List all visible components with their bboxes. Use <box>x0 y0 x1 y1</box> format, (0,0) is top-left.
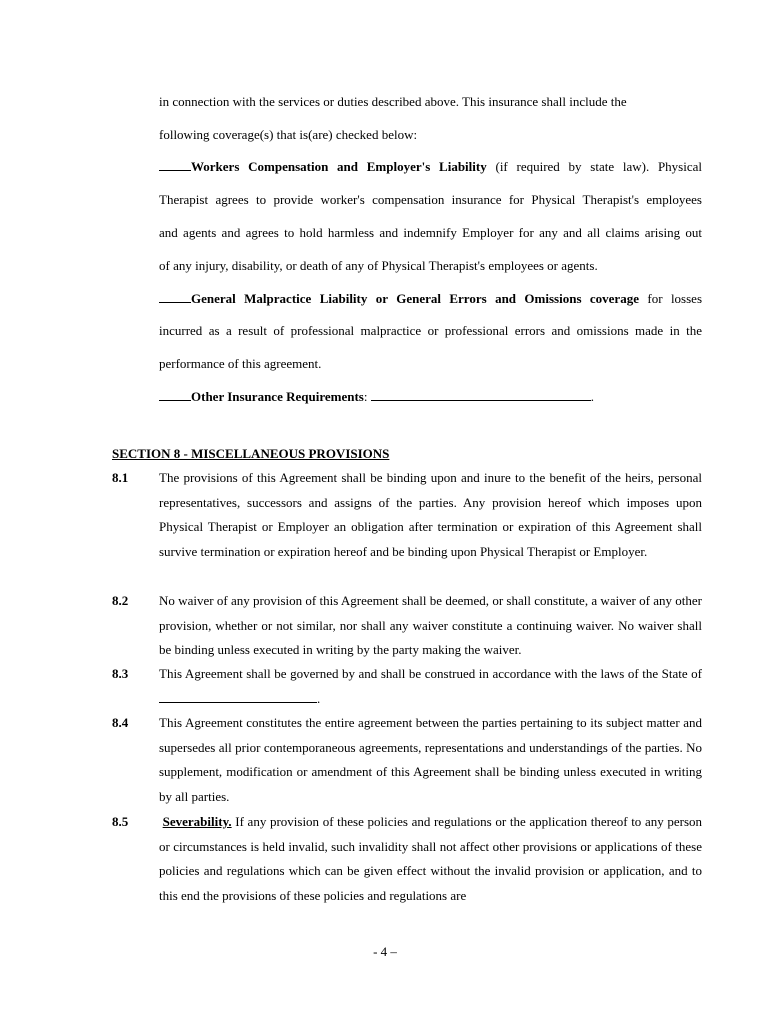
malpractice-line-3: performance of this agreement. <box>159 356 322 371</box>
other-insurance-fill-blank[interactable] <box>371 389 591 401</box>
provision-8-5-number: 8.5 <box>112 814 129 829</box>
severability-title: Severability. <box>162 814 232 829</box>
provision-8-4-text: This Agreement constitutes the entire agreement between the parties pertaining to its subject matter and supersedes all prior contemporaneous agreements, representations and understandings of the parties. No supplement, modification or amendment of this Agreement shall be binding unless executed in writing by all parties. <box>159 715 702 804</box>
provision-8-5-body: If any provision of these policies and regulations or the application thereof to any person or circumstances is held invalid, such invalidity shall not affect other provisions or applications of these policies and regulations which can be given effect without the invalid provision or application, and to this end the provisions of these policies and regulations are <box>159 814 703 903</box>
workers-comp-checkbox-blank[interactable] <box>159 159 191 171</box>
state-fill-blank[interactable] <box>159 691 317 703</box>
page-number: - 4 – <box>373 944 397 959</box>
malpractice-checkbox-blank[interactable] <box>159 291 191 303</box>
malpractice-line-1 <box>159 291 702 307</box>
provision-8-3-text-before: This Agreement shall be governed by and shall be construed in accordance with the laws of the State of <box>159 666 702 681</box>
other-insurance-checkbox-blank[interactable] <box>159 389 191 401</box>
other-insurance-colon: : <box>363 389 368 404</box>
provision-8-3-number: 8.3 <box>112 666 129 681</box>
provision-8-3-text-after: . <box>317 690 321 706</box>
workers-comp-line-3: and agents and agrees to hold harmless and indemnify Employer for any and all claims arising out <box>159 225 702 240</box>
coverage-intro-line-2: following coverage(s) that is(are) checked below: <box>159 127 418 142</box>
other-insurance-line <box>159 389 594 405</box>
other-insurance-title: Other Insurance Requirements <box>191 389 364 404</box>
provision-8-5-text <box>159 810 702 908</box>
provision-8-1-number: 8.1 <box>112 470 129 485</box>
workers-comp-title: Workers Compensation and Employer's Liability <box>191 159 487 174</box>
provision-8-3-text <box>159 662 702 711</box>
workers-comp-line-2: Therapist agrees to provide worker's compensation insurance for Physical Therapist's employees <box>159 192 702 207</box>
workers-comp-line-1 <box>159 159 702 175</box>
section-8-heading: SECTION 8 - MISCELLANEOUS PROVISIONS <box>112 446 390 461</box>
provision-8-2-number: 8.2 <box>112 593 129 608</box>
provision-8-1-text: The provisions of this Agreement shall be binding upon and inure to the benefit of the heirs, personal representatives, successors and assigns of the parties. Any provision hereof which imposes upon Physical Therapist or Employer an obligation after termination or expiration of this Agreement shall survive termination or expiration hereof and be binding upon Physical Therapist or Employer. <box>159 470 702 559</box>
malpractice-line-1-rest: for losses <box>647 291 703 306</box>
malpractice-title: General Malpractice Liability or General Errors and Omissions coverage <box>191 291 639 306</box>
provision-8-4-number: 8.4 <box>112 715 129 730</box>
provision-8-2-text: No waiver of any provision of this Agreement shall be deemed, or shall constitute, a waiver of any other provision, whether or not similar, nor shall any waiver constitute a continuing waiver. No waiver shall be binding unless executed in writing by the party making the waiver. <box>159 593 702 657</box>
workers-comp-line-1-rest: (if required by state law). Physical <box>495 159 703 174</box>
workers-comp-line-4: of any injury, disability, or death of any of Physical Therapist's employees or agents. <box>159 258 598 273</box>
other-insurance-end: . <box>590 389 594 404</box>
malpractice-line-2: incurred as a result of professional malpractice or professional errors and omissions made in the <box>159 323 702 338</box>
coverage-intro-line-1: in connection with the services or duties described above. This insurance shall include the <box>159 94 627 109</box>
